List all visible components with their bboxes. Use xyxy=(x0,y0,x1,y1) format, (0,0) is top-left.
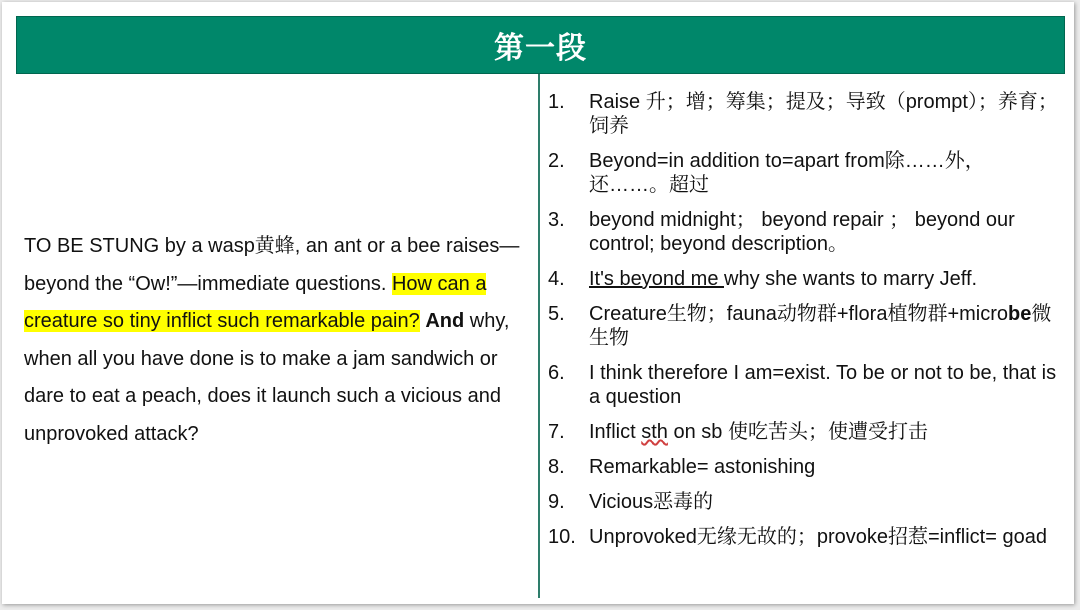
list-item: 3. beyond midnight； beyond repair ； beyond our control; beyond description。 xyxy=(548,209,1015,255)
highlighted-question: How can a creature so tiny inflict such remarkable pain? xyxy=(24,272,487,332)
vocabulary-notes-list xyxy=(548,90,1058,560)
list-item: 10. Unprovoked无缘无故的；provoke招惹=inflict= goad xyxy=(548,526,1047,548)
passage-text-1: TO BE STUNG by a wasp黄蜂, an ant or a bee raises—beyond the “Ow!”—immediate questions. xyxy=(24,235,520,295)
list-item: 9. Vicious恶毒的 xyxy=(548,491,714,513)
list-item: 8. Remarkable= astonishing xyxy=(548,456,816,478)
bold-be: be xyxy=(1008,303,1032,325)
title-bar xyxy=(16,16,1065,74)
list-item: 4. It's beyond me why she wants to marry Jeff. xyxy=(548,268,978,290)
column-divider xyxy=(538,74,540,598)
slide-title: 第一段 xyxy=(494,31,587,66)
bold-and: And xyxy=(425,310,465,332)
slide xyxy=(2,2,1074,604)
passage-text-2: why, when all you have done is to make a jam sandwich or dare to eat a peach, does it launch such a vicious and unprovoked attack? xyxy=(24,310,510,445)
passage xyxy=(24,228,532,453)
list-item: 5. Creature生物；fauna动物群+flora植物群+microbe微生物 xyxy=(548,303,1052,349)
list-item: 6. I think therefore I am=exist. To be or not to be, that is a question xyxy=(548,362,1057,408)
spellcheck-word: sth xyxy=(641,421,668,443)
list-item: 7. Inflict sth on sb 使吃苦头；使遭受打击 xyxy=(548,421,928,443)
underlined-phrase: It's beyond me xyxy=(589,268,724,290)
list-item: 2. Beyond=in addition to=apart from除……外，还……。超过 xyxy=(548,150,985,196)
list-item: 1. Raise 升；增；筹集；提及；导致（prompt）；养育；饲养 xyxy=(548,91,1058,137)
